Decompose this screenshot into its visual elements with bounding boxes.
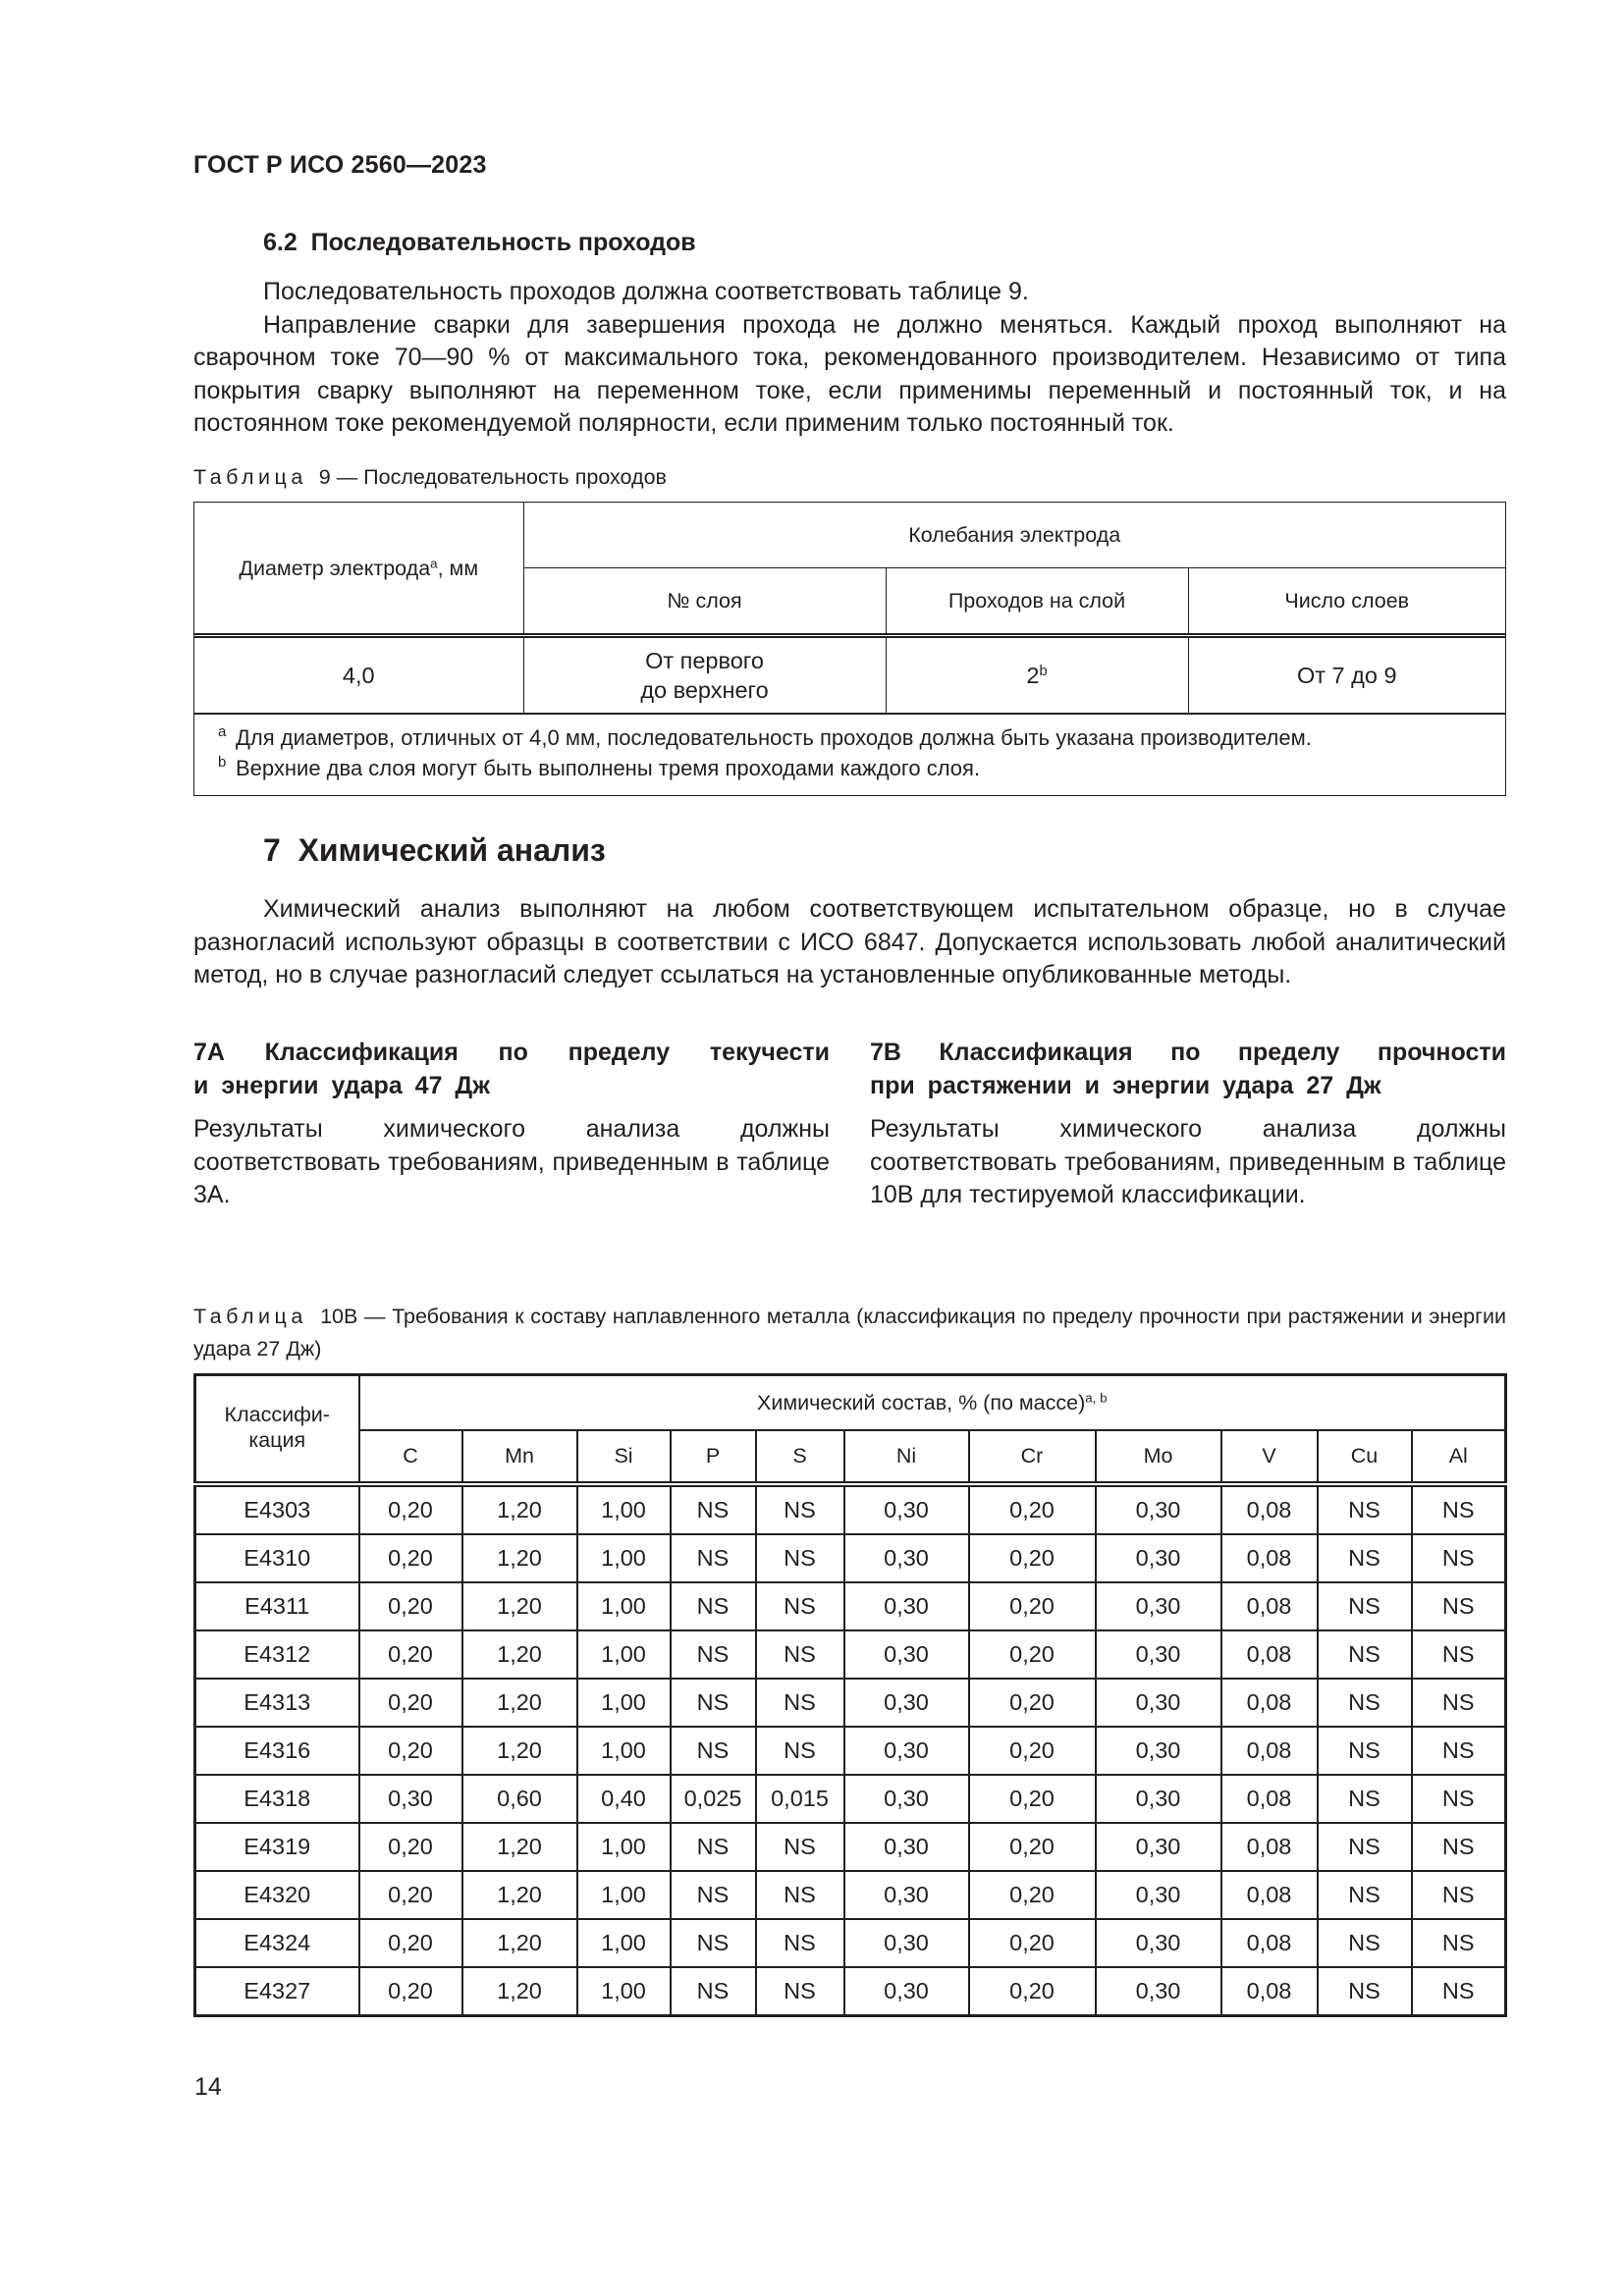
section-7a-heading: 7А Классификация по пределу текучести и энергии удара 47 Дж (193, 1039, 830, 1099)
cell-value: 0,20 (359, 1967, 462, 2016)
cell-value: NS (756, 1967, 844, 2016)
table-9 (193, 502, 1506, 796)
cell-value: 0,20 (969, 1582, 1096, 1630)
cell-value: 0,30 (1096, 1679, 1221, 1727)
section-6-2-body (193, 276, 1506, 441)
cell-value: NS (1318, 1484, 1412, 1534)
cell-value: 0,30 (359, 1775, 462, 1823)
section-7-heading: 7 Химический анализ (263, 832, 606, 868)
header-element: Al (1412, 1430, 1506, 1484)
cell-value: 0,08 (1221, 1919, 1318, 1967)
cell-value: 1,00 (577, 1871, 671, 1919)
cell-value: 0,30 (844, 1823, 969, 1871)
table-row (195, 1823, 1506, 1871)
header-electrode-oscillation: Колебания электрода (523, 503, 1505, 568)
cell-value: 1,00 (577, 1679, 671, 1727)
cell-value: 0,30 (1096, 1534, 1221, 1582)
cell-value: 0,08 (1221, 1871, 1318, 1919)
cell-value: NS (1318, 1534, 1412, 1582)
paragraph: Направление сварки для завершения прохода не должно меняться. Каждый проход выполняют на сварочном токе 70—90 % от максимального тока, рекомендованного производителем. Независимо от типа покрытия сварку выполняют на переменном токе, если применимы переменный и постоянный ток, и на постоянном токе рекомендуемой полярности, если применим только постоянный ток. (193, 310, 1506, 438)
cell-value: NS (756, 1871, 844, 1919)
header-element: Mn (462, 1430, 577, 1484)
cell-value: NS (671, 1630, 756, 1679)
header-element: P (671, 1430, 756, 1484)
table-row (195, 1871, 1506, 1919)
cell-classification: E4312 (195, 1630, 359, 1679)
cell-value: 0,08 (1221, 1967, 1318, 2016)
cell-value: 0,20 (969, 1484, 1096, 1534)
cell-value: NS (671, 1534, 756, 1582)
cell-value: NS (671, 1871, 756, 1919)
cell-value: NS (756, 1582, 844, 1630)
caption-label: Таблица (193, 465, 307, 489)
cell-value: NS (1412, 1727, 1506, 1775)
cell-value: 0,025 (671, 1775, 756, 1823)
cell-value: 1,20 (462, 1630, 577, 1679)
cell-value: 0,30 (844, 1727, 969, 1775)
cell-value: 1,20 (462, 1967, 577, 2016)
cell-value: 1,20 (462, 1823, 577, 1871)
cell-value: 0,015 (756, 1775, 844, 1823)
cell-value: 0,08 (1221, 1534, 1318, 1582)
header-diameter: Диаметр электрода$^a$, мм (194, 503, 523, 636)
cell-value: 0,20 (969, 1823, 1096, 1871)
header-element: S (756, 1430, 844, 1484)
cell-value: 1,20 (462, 1534, 577, 1582)
header-element: Mo (1096, 1430, 1221, 1484)
cell-value: 0,20 (969, 1871, 1096, 1919)
cell-value: 0,30 (844, 1871, 969, 1919)
cell-value: 0,30 (844, 1919, 969, 1967)
cell-value: 0,08 (1221, 1679, 1318, 1727)
cell-classification: E4319 (195, 1823, 359, 1871)
cell-value: 1,20 (462, 1582, 577, 1630)
cell-classification: E4310 (195, 1534, 359, 1582)
cell-value: NS (1318, 1871, 1412, 1919)
cell-value: 0,30 (844, 1582, 969, 1630)
footnote: b Верхние два слоя могут быть выполнены тремя проходами каждого слоя. (218, 754, 981, 780)
section-6-2-heading: 6.2 Последовательность проходов (263, 229, 696, 256)
cell-classification: E4316 (195, 1727, 359, 1775)
cell-value: 0,20 (969, 1679, 1096, 1727)
cell-value: NS (1412, 1823, 1506, 1871)
cell-layers-count: От 7 до 9 (1188, 636, 1505, 714)
cell-value: 0,30 (844, 1967, 969, 2016)
cell-value: 0,20 (359, 1823, 462, 1871)
cell-classification: E4324 (195, 1919, 359, 1967)
cell-value: NS (756, 1630, 844, 1679)
section-7b-heading: 7В Классификация по пределу прочности при растяжении и энергии удара 27 Дж (870, 1039, 1506, 1099)
cell-value: 0,30 (1096, 1484, 1221, 1534)
cell-value: 0,30 (844, 1534, 969, 1582)
cell-value: 1,20 (462, 1871, 577, 1919)
cell-classification: E4327 (195, 1967, 359, 2016)
header-element: Cr (969, 1430, 1096, 1484)
header-passes-per-layer: Проходов на слой (886, 568, 1188, 636)
table-row (195, 1484, 1506, 1534)
document-header: ГОСТ Р ИСО 2560—2023 (193, 151, 487, 179)
header-layer-no: № слоя (523, 568, 886, 636)
cell-value: 0,20 (359, 1484, 462, 1534)
cell-classification: E4320 (195, 1871, 359, 1919)
cell-value: 0,30 (1096, 1919, 1221, 1967)
cell-value: NS (671, 1484, 756, 1534)
cell-value: NS (756, 1823, 844, 1871)
cell-passes: 2$^b$ (886, 636, 1188, 714)
cell-value: 0,20 (359, 1871, 462, 1919)
table-row (194, 636, 1505, 714)
section-7b-body: Результаты химического анализа должны соответствовать требованиям, приведенным в таблице 10В для тестируемой классификации. (870, 1115, 1506, 1208)
cell-value: NS (671, 1582, 756, 1630)
cell-value: 0,08 (1221, 1630, 1318, 1679)
cell-value: 0,40 (577, 1775, 671, 1823)
cell-value: 0,20 (359, 1534, 462, 1582)
table-10b-caption (193, 1301, 1506, 1365)
cell-value: 0,20 (969, 1775, 1096, 1823)
cell-value: 1,00 (577, 1727, 671, 1775)
header-layer-count: Число слоев (1188, 568, 1505, 636)
cell-value: NS (1412, 1582, 1506, 1630)
cell-value: NS (671, 1679, 756, 1727)
cell-value: 0,20 (359, 1582, 462, 1630)
table-row (195, 1582, 1506, 1630)
header-element: V (1221, 1430, 1318, 1484)
cell-value: 0,20 (969, 1630, 1096, 1679)
cell-value: NS (1412, 1871, 1506, 1919)
cell-value: NS (671, 1919, 756, 1967)
table-row (195, 1534, 1506, 1582)
cell-value: 1,20 (462, 1919, 577, 1967)
cell-value: 1,00 (577, 1630, 671, 1679)
table-row (195, 1630, 1506, 1679)
header-element: Cu (1318, 1430, 1412, 1484)
cell-value: NS (671, 1967, 756, 2016)
section-7a-body: Результаты химического анализа должны соответствовать требованиям, приведенным в таблице 3А. (193, 1115, 830, 1208)
cell-value: 0,20 (359, 1630, 462, 1679)
cell-value: NS (756, 1484, 844, 1534)
cell-value: NS (1412, 1679, 1506, 1727)
section-7-body (193, 893, 1506, 992)
cell-value: 1,00 (577, 1823, 671, 1871)
header-element: Ni (844, 1430, 969, 1484)
table-row (195, 1919, 1506, 1967)
cell-value: NS (1318, 1919, 1412, 1967)
cell-value: 0,30 (1096, 1871, 1221, 1919)
table-row (195, 1775, 1506, 1823)
page-number: 14 (194, 2073, 222, 2101)
cell-value: NS (756, 1919, 844, 1967)
cell-value: 1,20 (462, 1679, 577, 1727)
cell-value: 0,08 (1221, 1823, 1318, 1871)
cell-value: 1,00 (577, 1534, 671, 1582)
table-10b (193, 1373, 1507, 2017)
cell-value: 0,30 (1096, 1967, 1221, 2016)
cell-value: NS (1318, 1823, 1412, 1871)
table-row (195, 1679, 1506, 1727)
cell-diameter: 4,0 (194, 636, 523, 714)
cell-value: 0,20 (359, 1679, 462, 1727)
cell-value: NS (1412, 1484, 1506, 1534)
cell-value: 1,00 (577, 1967, 671, 2016)
cell-value: NS (756, 1679, 844, 1727)
caption-text: 10В — Требования к составу наплавленного металла (классификация по пределу прочности при растяжении и энергии удара 27 Дж) (193, 1305, 1507, 1361)
cell-value: 1,20 (462, 1727, 577, 1775)
cell-value: 0,30 (844, 1630, 969, 1679)
column-7a (193, 1037, 830, 1212)
cell-value: 0,20 (359, 1727, 462, 1775)
cell-value: 0,08 (1221, 1727, 1318, 1775)
cell-value: NS (756, 1534, 844, 1582)
cell-value: 0,30 (844, 1775, 969, 1823)
paragraph: Последовательность проходов должна соответствовать таблице 9. (263, 278, 1029, 305)
cell-value: 0,30 (1096, 1775, 1221, 1823)
cell-classification: E4318 (195, 1775, 359, 1823)
table-row (195, 1727, 1506, 1775)
cell-value: 0,20 (969, 1919, 1096, 1967)
cell-value: NS (1318, 1967, 1412, 2016)
paragraph: Химический анализ выполняют на любом соответствующем испытательном образце, но в случае разногласий используют образцы в соответствии с ИСО 6847. Допускается использовать любой аналитический метод, но в случае разногласий следует ссылаться на установленные опубликованные методы. (193, 895, 1506, 989)
cell-value: 0,20 (969, 1967, 1096, 2016)
header-classification: Классифи- кация (195, 1375, 359, 1485)
cell-value: NS (1318, 1630, 1412, 1679)
caption-label: Таблица (193, 1305, 307, 1328)
cell-value: NS (1318, 1582, 1412, 1630)
cell-value: NS (1412, 1967, 1506, 2016)
cell-value: 1,00 (577, 1919, 671, 1967)
cell-value: 0,30 (1096, 1823, 1221, 1871)
cell-value: NS (671, 1823, 756, 1871)
table-9-footnotes (194, 714, 1505, 795)
cell-value: NS (1412, 1630, 1506, 1679)
cell-value: 0,20 (359, 1919, 462, 1967)
header-chemical-composition: Химический состав, % (по массе)$^{a, b}$ (359, 1375, 1506, 1431)
caption-text: 9 — Последовательность проходов (318, 465, 667, 489)
cell-value: 1,00 (577, 1582, 671, 1630)
cell-value: 0,20 (969, 1727, 1096, 1775)
cell-value: NS (1412, 1775, 1506, 1823)
cell-value: NS (1412, 1919, 1506, 1967)
cell-value: 0,08 (1221, 1484, 1318, 1534)
cell-value: 0,30 (1096, 1582, 1221, 1630)
cell-value: 0,20 (969, 1534, 1096, 1582)
cell-value: 0,30 (1096, 1630, 1221, 1679)
column-7b (870, 1037, 1506, 1212)
cell-classification: E4303 (195, 1484, 359, 1534)
table-9-caption (193, 461, 1506, 494)
table-row (195, 1967, 1506, 2016)
header-element: Si (577, 1430, 671, 1484)
cell-value: NS (756, 1727, 844, 1775)
cell-value: 1,20 (462, 1484, 577, 1534)
cell-value: 0,08 (1221, 1775, 1318, 1823)
cell-value: 0,30 (844, 1484, 969, 1534)
cell-value: NS (1318, 1727, 1412, 1775)
header-element: C (359, 1430, 462, 1484)
cell-value: NS (1318, 1679, 1412, 1727)
cell-value: NS (1412, 1534, 1506, 1582)
cell-layer-range: От первого до верхнего (523, 636, 886, 714)
cell-value: 0,08 (1221, 1582, 1318, 1630)
cell-value: 0,30 (844, 1679, 969, 1727)
cell-classification: E4311 (195, 1582, 359, 1630)
cell-value: 0,30 (1096, 1727, 1221, 1775)
cell-value: 1,00 (577, 1484, 671, 1534)
footnote: a Для диаметров, отличных от 4,0 мм, последовательность проходов должна быть указана производителем. (218, 723, 1312, 750)
cell-value: NS (1318, 1775, 1412, 1823)
cell-value: NS (671, 1727, 756, 1775)
cell-value: 0,60 (462, 1775, 577, 1823)
cell-classification: E4313 (195, 1679, 359, 1727)
